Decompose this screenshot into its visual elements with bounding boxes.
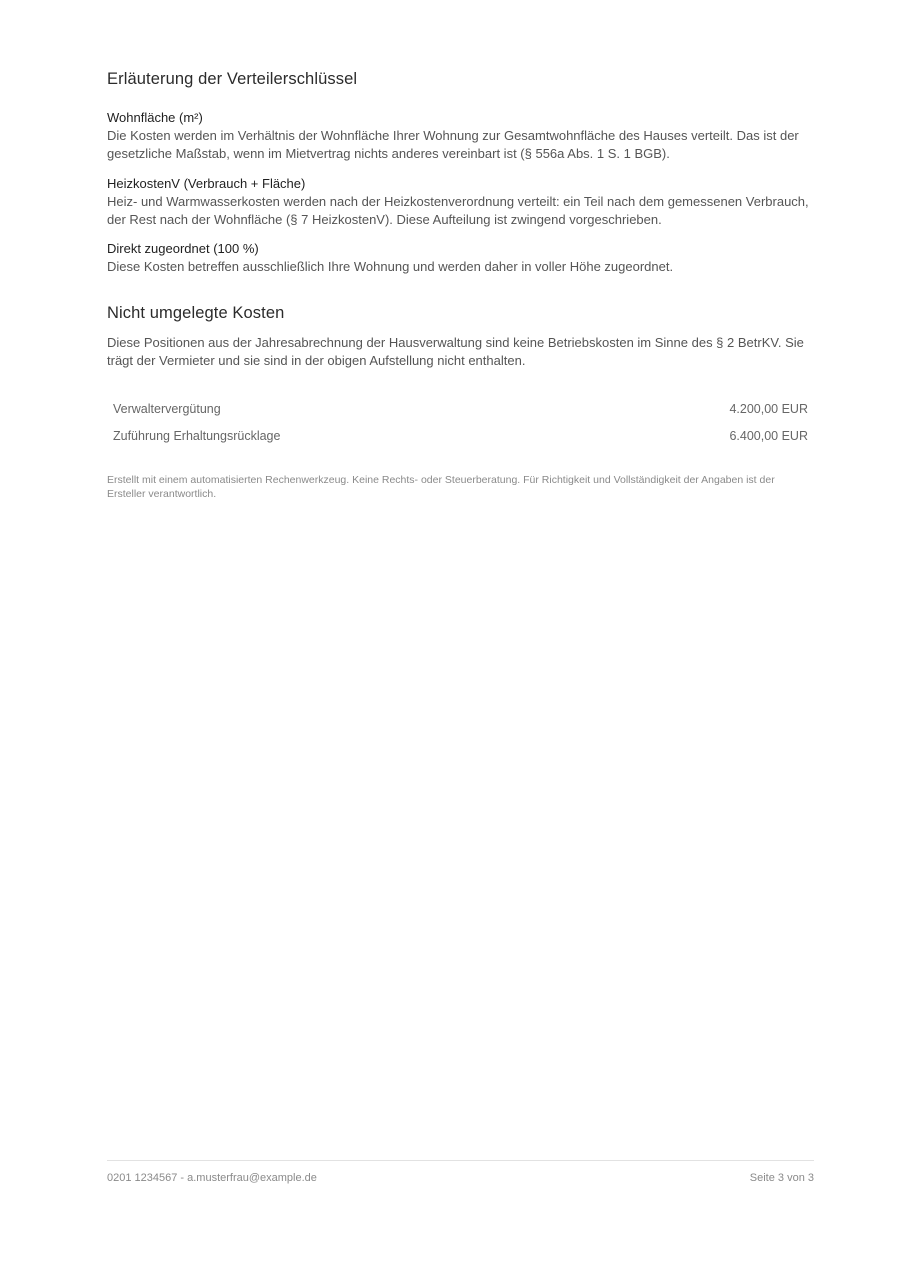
footer-page-number: Seite 3 von 3 (749, 1172, 814, 1184)
table-row (107, 423, 814, 451)
key-description: Heiz- und Warmwasserkosten werden nach der Heizkostenverordnung verteilt: ein Teil nach dem gemessenen Verbrauch, der Rest nach der Wohnfläche (§ 7 HeizkostenV). Diese Aufteilung ist zwingend vorgeschrieben. (107, 194, 809, 227)
key-name: HeizkostenV (Verbrauch + Fläche) (107, 176, 306, 191)
section-intro: Diese Positionen aus der Jahresabrechnung der Hausverwaltung sind keine Betriebskosten im Sinne des § 2 BetrKV. Sie trägt der Vermieter und sie sind in der obigen Aufstellung nicht enthalten. (107, 335, 804, 368)
non-allocated-costs-table (107, 395, 814, 450)
key-name: Wohnfläche (m²) (107, 110, 203, 125)
section-title-distribution-keys: Erläuterung der Verteilerschlüssel (107, 70, 358, 88)
key-block-living-area (107, 109, 814, 163)
key-block-heating-costs (107, 175, 814, 229)
page-footer (107, 1160, 814, 1184)
key-name: Direkt zugeordnet (100 %) (107, 241, 259, 256)
cost-amount: 6.400,00 EUR (729, 429, 808, 444)
document-page (107, 0, 814, 1274)
table-row (107, 395, 814, 423)
cost-label: Verwaltervergütung (113, 401, 221, 416)
key-description: Diese Kosten betreffen ausschließlich Ihre Wohnung und werden daher in voller Höhe zugeordnet. (107, 259, 674, 274)
cost-label: Zuführung Erhaltungsrücklage (113, 429, 281, 444)
footer-contact: 0201 1234567 - a.musterfrau@example.de (107, 1172, 317, 1184)
section-title-non-allocated-costs: Nicht umgelegte Kosten (107, 304, 285, 322)
key-description: Die Kosten werden im Verhältnis der Wohnfläche Ihrer Wohnung zur Gesamtwohnfläche des Hauses verteilt. Das ist der gesetzliche Maßstab, wenn im Mietvertrag nichts anderes vereinbart ist (§ 556a Abs. 1 S. 1 BGB). (107, 128, 799, 161)
disclaimer-text: Erstellt mit einem automatisierten Rechenwerkzeug. Keine Rechts- oder Steuerberatung. Für Richtigkeit und Vollständigkeit der Angaben ist der Ersteller verantwortlich. (107, 474, 775, 500)
key-block-direct-assignment (107, 240, 814, 276)
cost-amount: 4.200,00 EUR (729, 401, 808, 416)
